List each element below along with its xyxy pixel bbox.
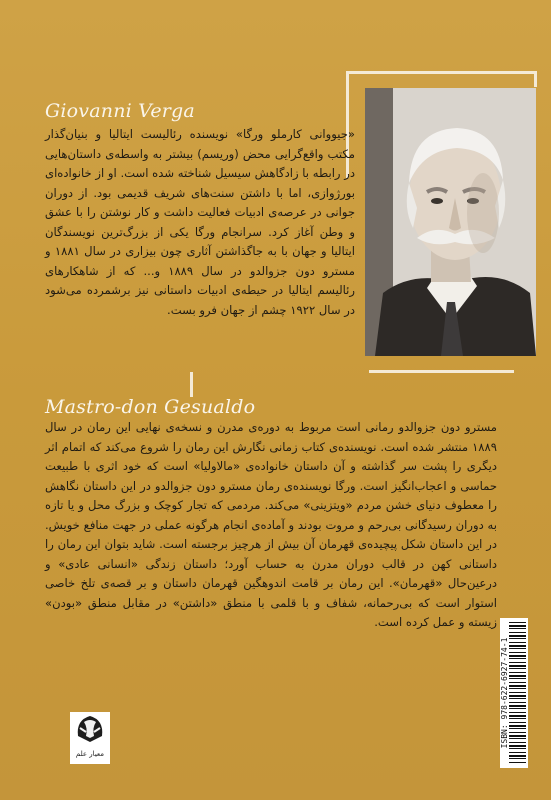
author-name-heading: Giovanni Verga <box>45 100 195 122</box>
book-title-heading: Mastro-don Gesualdo <box>45 396 256 418</box>
author-biography: «جیووانی کارملو ورگا» نویسنده رئالیست ایتالیا و بنیان‌گذار مکتب واقع‌گرایی محض (وریسم) بیشتر به واسطه‌ی داستان‌هایی در رابطه با زادگاهش سیسیل شناخته شده است. او از خانواده‌ای بورژوازی، اما با داشتن سنت‌های شریف قدیمی بود. از دوران جوانی در عرصه‌ی ادبیات فعالیت داشت و کار نوشتن را با عشق و وطن آغاز کرد. سرانجام ورگا یکی از بزرگ‌ترین نویسندگان ایتالیا و جهان با به جاگذاشتن آثاری چون بیزاری در سال ۱۸۸۱ و مسترو دون جزوالدو در سال ۱۸۸۹ و... که از شاهکارهای رئالیسم ایتالیا در حیطه‌ی ادبیات داستانی نیز برشمرده می‌شود در سال ۱۹۲۲ چشم از جهان فرو بست. <box>45 127 355 317</box>
book-summary: مسترو دون جزوالدو رمانی است مربوط به دوره‌ی مدرن و نسخه‌ی نهایی این رمان در سال ۱۸۸۹ منتشر شده است. نویسنده‌ی کتاب زمانی نگارش این رمان را شروع می‌کند که اتمام اثر دیگری را پشت سر گذاشته و آن داستان خانواده‌ی «مالاولیا» است که خود اثری با طبیعت حماسی و اعجاب‌انگیز است. ورگا نویسنده‌ی رمان مسترو دون جزوالدو در این داستان نگاهش را معطوف دنیای خشن مردم «ویتزینی» می‌کند. مردمی که تجار کوچک و بزرگ محل و یا تازه به دوران رسیدگانی بی‌رحم و مروت بودند و آماده‌ی انجام هرگونه عملی در جهت منافع خویش. در این داستان شکل پیچیده‌ی قهرمان آن بیش از هرچیز برجسته است. شاید بتوان این رمان را داستانی کهن در قالب دوران مدرن به حساب آورد؛ داستان زندگی «انسانی عادی» و درعین‌حال «قهرمان». این رمان بر قامت اندوهگین قهرمان داستان و بر قصه‌ی تلخ خاصی استوار است که بی‌رحمانه، شفاف و با قلمی با منطق «داشتن» در مقابل منطق «بودن» زیسته و عمل کرده است. <box>45 420 497 629</box>
frame-divider-line <box>190 372 193 397</box>
frame-bottom-line <box>369 370 514 373</box>
frame-top-line <box>346 71 537 74</box>
author-portrait <box>365 88 536 356</box>
isbn-number: ISBN: 978-622-6927-74-1 <box>500 637 509 749</box>
frame-right-line <box>534 71 537 87</box>
publisher-name: معیار علم <box>75 750 105 758</box>
